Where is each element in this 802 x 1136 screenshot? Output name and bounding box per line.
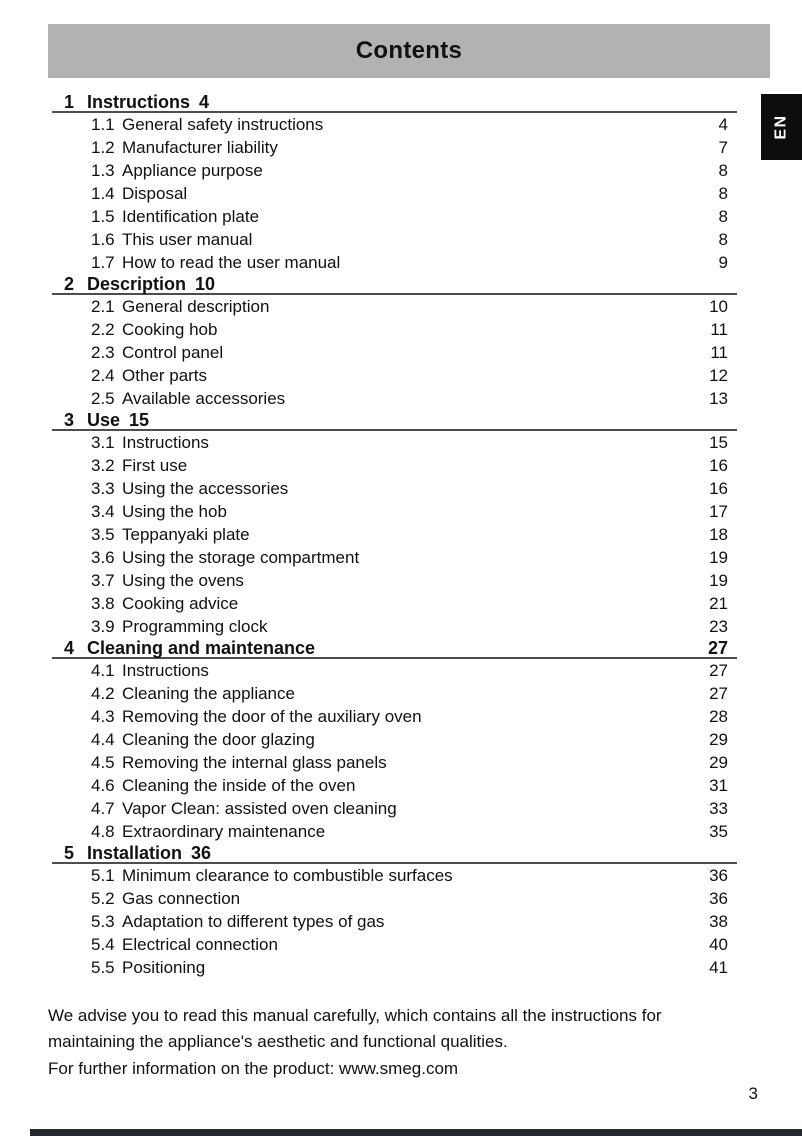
toc-item[interactable]	[52, 956, 737, 979]
toc-section-items	[52, 864, 737, 979]
toc-item-number: 1.1	[91, 115, 115, 134]
toc-item-title: Identification plate	[122, 207, 260, 226]
toc-item-title: Cooking advice	[122, 594, 239, 613]
toc-item-title: Available accessories	[122, 389, 286, 408]
toc-item-title: Control panel	[122, 343, 224, 362]
toc-item-title: Using the ovens	[122, 571, 244, 590]
toc-section-heading[interactable]	[52, 843, 737, 864]
toc-item-number: 3.9	[91, 617, 115, 636]
toc-section-heading[interactable]	[52, 274, 737, 295]
toc-item[interactable]	[52, 728, 737, 751]
toc-item[interactable]	[52, 387, 737, 410]
toc-item[interactable]	[52, 774, 737, 797]
toc-item-page: 12	[709, 366, 728, 385]
toc-item-page: 13	[709, 389, 728, 408]
toc-section-heading[interactable]	[52, 638, 737, 659]
toc-section-heading[interactable]	[52, 410, 737, 431]
toc-section-number: 2	[64, 274, 75, 294]
toc-item-page: 38	[709, 912, 728, 931]
toc-item[interactable]	[52, 751, 737, 774]
toc-item-page: 31	[709, 776, 728, 795]
toc-item-number: 1.4	[91, 184, 115, 203]
website-link[interactable]: www.smeg.com	[339, 1059, 459, 1078]
footer-info-prefix: For further information on the product:	[48, 1059, 340, 1078]
toc-item-number: 4.3	[91, 707, 115, 726]
toc-section	[52, 843, 737, 979]
toc-item-number: 4.6	[91, 776, 115, 795]
toc-item-number: 3.2	[91, 456, 115, 475]
toc-item[interactable]	[52, 910, 737, 933]
toc-item-title: Cleaning the door glazing	[122, 730, 315, 749]
toc-item[interactable]	[52, 682, 737, 705]
toc-item-number: 5.3	[91, 912, 115, 931]
toc-item-title: Other parts	[122, 366, 208, 385]
toc-item[interactable]	[52, 523, 737, 546]
toc-item[interactable]	[52, 113, 737, 136]
toc-item-title: Cooking hob	[122, 320, 218, 339]
toc-item[interactable]	[52, 318, 737, 341]
language-tab	[761, 94, 802, 160]
toc-item[interactable]	[52, 820, 737, 843]
bottom-edge-bar	[30, 1129, 802, 1136]
table-of-contents	[52, 92, 737, 979]
toc-item-page: 35	[709, 822, 728, 841]
toc-section	[52, 638, 737, 843]
language-tab-label: EN	[772, 114, 790, 140]
toc-item-title: Using the hob	[122, 502, 227, 521]
toc-section-items	[52, 113, 737, 274]
toc-item[interactable]	[52, 592, 737, 615]
toc-item-page: 11	[710, 320, 728, 339]
toc-item-title: Using the accessories	[122, 479, 289, 498]
toc-item[interactable]	[52, 546, 737, 569]
toc-item-page: 29	[709, 730, 728, 749]
toc-item[interactable]	[52, 431, 737, 454]
toc-section	[52, 274, 737, 410]
toc-item-page: 41	[709, 958, 728, 977]
toc-item-title: Vapor Clean: assisted oven cleaning	[122, 799, 397, 818]
toc-item-page: 16	[709, 479, 728, 498]
toc-section-heading[interactable]	[52, 92, 737, 113]
toc-item-title: Removing the door of the auxiliary oven	[122, 707, 422, 726]
toc-item-page: 21	[709, 594, 728, 613]
toc-item-title: Gas connection	[122, 889, 241, 908]
toc-item-page: 15	[709, 433, 728, 452]
toc-item-page: 36	[709, 889, 728, 908]
toc-item-title: Positioning	[122, 958, 206, 977]
toc-item-page: 23	[709, 617, 728, 636]
toc-section-title: Installation	[87, 843, 183, 863]
toc-item-page: 19	[709, 571, 728, 590]
toc-item-title: Extraordinary maintenance	[122, 822, 326, 841]
toc-item[interactable]	[52, 159, 737, 182]
toc-item-number: 2.5	[91, 389, 115, 408]
toc-section-number: 4	[64, 638, 75, 658]
toc-item-page: 10	[709, 297, 728, 316]
toc-item-number: 5.1	[91, 866, 115, 885]
toc-item-page: 36	[709, 866, 728, 885]
toc-item-title: This user manual	[122, 230, 253, 249]
toc-item-number: 4.5	[91, 753, 115, 772]
toc-item-page: 40	[709, 935, 728, 954]
toc-item-number: 4.7	[91, 799, 115, 818]
toc-item[interactable]	[52, 615, 737, 638]
toc-item[interactable]	[52, 569, 737, 592]
toc-item-title: Minimum clearance to combustible surfaces	[122, 866, 453, 885]
toc-item-number: 2.1	[91, 297, 115, 316]
footer-advice-text: We advise you to read this manual carefully, which contains all the instructions for maintaining the appliance's aesthetic and functional qualities.	[48, 1006, 662, 1051]
toc-item-title: Appliance purpose	[122, 161, 263, 180]
toc-section-page: 10	[195, 274, 216, 294]
toc-item[interactable]	[52, 477, 737, 500]
toc-item-title: Teppanyaki plate	[122, 525, 250, 544]
toc-item-page: 9	[718, 253, 728, 272]
toc-item-number: 1.5	[91, 207, 115, 226]
toc-item[interactable]	[52, 136, 737, 159]
toc-section-title: Cleaning and maintenance	[87, 638, 316, 658]
toc-item-number: 4.2	[91, 684, 115, 703]
toc-section-page: 15	[129, 410, 150, 430]
toc-item[interactable]	[52, 182, 737, 205]
toc-item-number: 3.7	[91, 571, 115, 590]
toc-item-page: 28	[709, 707, 728, 726]
toc-item[interactable]	[52, 341, 737, 364]
toc-section-page: 36	[191, 843, 212, 863]
toc-item-page: 8	[718, 230, 728, 249]
toc-section-items	[52, 295, 737, 410]
toc-item-page: 18	[709, 525, 728, 544]
toc-item-page: 27	[709, 684, 728, 703]
toc-item[interactable]	[52, 887, 737, 910]
toc-item-number: 1.6	[91, 230, 115, 249]
toc-item-title: Instructions	[122, 433, 209, 452]
toc-section-number: 3	[64, 410, 75, 430]
footer-info-text	[48, 1056, 748, 1082]
toc-item[interactable]	[52, 659, 737, 682]
toc-item-title: Programming clock	[122, 617, 268, 636]
toc-item[interactable]	[52, 864, 737, 887]
toc-item-number: 3.8	[91, 594, 115, 613]
toc-item-title: Disposal	[122, 184, 188, 203]
contents-header-bar	[48, 24, 770, 78]
toc-item-number: 3.4	[91, 502, 115, 521]
toc-item-page: 16	[709, 456, 728, 475]
toc-item-number: 4.4	[91, 730, 115, 749]
toc-item-number: 3.5	[91, 525, 115, 544]
toc-section-number: 1	[64, 92, 75, 112]
toc-item-number: 4.8	[91, 822, 115, 841]
toc-section	[52, 410, 737, 638]
toc-item-title: General description	[122, 297, 270, 316]
toc-item-title: Removing the internal glass panels	[122, 753, 387, 772]
toc-item-number: 1.7	[91, 253, 115, 272]
toc-item-title: Using the storage compartment	[122, 548, 360, 567]
toc-section-items	[52, 431, 737, 638]
toc-item-title: Instructions	[122, 661, 209, 680]
toc-item-page: 17	[709, 502, 728, 521]
toc-item[interactable]	[52, 933, 737, 956]
toc-item-title: Cleaning the inside of the oven	[122, 776, 356, 795]
toc-section-title: Use	[87, 410, 121, 430]
toc-item[interactable]	[52, 295, 737, 318]
toc-item-title: First use	[122, 456, 188, 475]
toc-item-title: Cleaning the appliance	[122, 684, 295, 703]
page-number: 3	[748, 1084, 758, 1103]
toc-item-number: 2.3	[91, 343, 115, 362]
toc-item-title: How to read the user manual	[122, 253, 341, 272]
toc-item-page: 11	[710, 343, 728, 362]
toc-item[interactable]	[52, 364, 737, 387]
toc-item-number: 4.1	[91, 661, 115, 680]
toc-item-number: 5.4	[91, 935, 115, 954]
toc-item-number: 3.6	[91, 548, 115, 567]
toc-item-page: 8	[718, 161, 728, 180]
toc-item-page: 8	[718, 184, 728, 203]
toc-item-number: 2.4	[91, 366, 115, 385]
toc-item-page: 4	[718, 115, 728, 134]
toc-item[interactable]	[52, 228, 737, 251]
toc-item-number: 2.2	[91, 320, 115, 339]
toc-item-number: 3.3	[91, 479, 115, 498]
toc-item-page: 27	[709, 661, 728, 680]
toc-section-number: 5	[64, 843, 75, 863]
toc-section-title: Description	[87, 274, 187, 294]
toc-section-title: Instructions	[87, 92, 191, 112]
toc-item-page: 19	[709, 548, 728, 567]
toc-item-page: 33	[709, 799, 728, 818]
toc-section-page: 4	[199, 92, 210, 112]
toc-item-title: Adaptation to different types of gas	[122, 912, 385, 931]
toc-item[interactable]	[52, 205, 737, 228]
toc-item-number: 1.2	[91, 138, 115, 157]
toc-item[interactable]	[52, 454, 737, 477]
toc-item-page: 29	[709, 753, 728, 772]
toc-item-title: General safety instructions	[122, 115, 324, 134]
toc-item[interactable]	[52, 251, 737, 274]
toc-item-page: 7	[718, 138, 728, 157]
page-title: Contents	[355, 37, 463, 64]
toc-item[interactable]	[52, 705, 737, 728]
toc-item-title: Electrical connection	[122, 935, 278, 954]
toc-section-items	[52, 659, 737, 843]
toc-item-number: 1.3	[91, 161, 115, 180]
toc-item-title: Manufacturer liability	[122, 138, 278, 157]
toc-item[interactable]	[52, 500, 737, 523]
toc-item-number: 5.2	[91, 889, 115, 908]
toc-item-number: 3.1	[91, 433, 115, 452]
toc-section	[52, 92, 737, 274]
toc-item-number: 5.5	[91, 958, 115, 977]
toc-section-page: 27	[707, 638, 728, 658]
toc-item[interactable]	[52, 797, 737, 820]
toc-item-page: 8	[718, 207, 728, 226]
